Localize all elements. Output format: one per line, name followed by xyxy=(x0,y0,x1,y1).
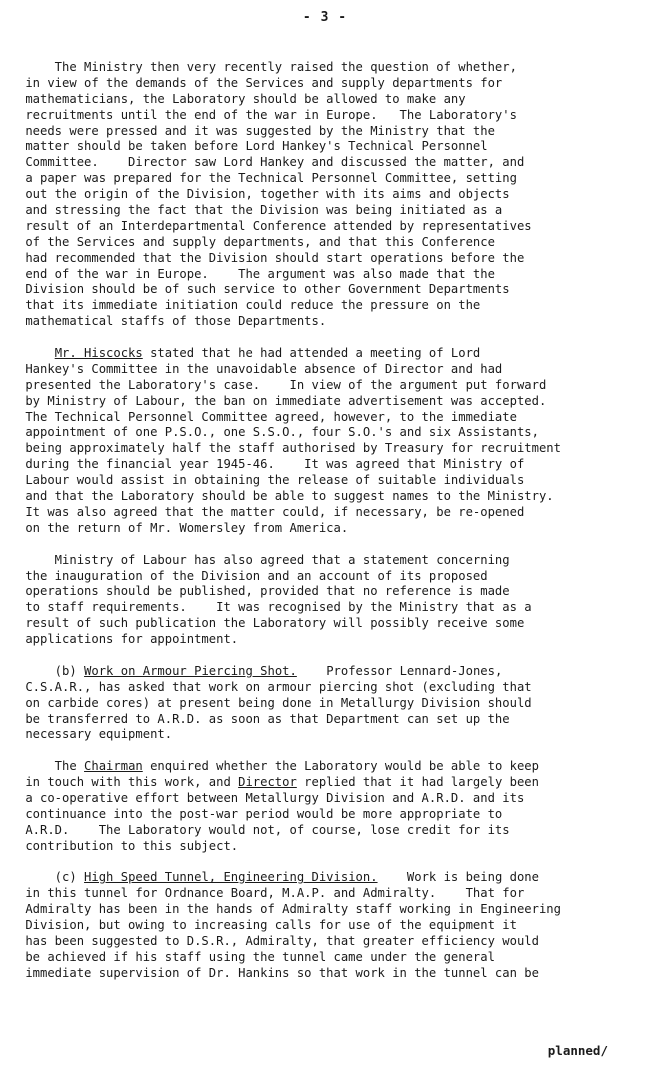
text-line: contribution to this subject. xyxy=(18,838,239,853)
text-line: presented the Laboratory's case. In view of the argument put forward xyxy=(18,377,547,392)
underlined-phrase: Director xyxy=(238,775,297,790)
text-line: during the financial year 1945-46. It was agreed that Ministry of xyxy=(18,457,525,472)
text-line: and that the Laboratory should be able to suggest names to the Ministry. xyxy=(18,489,554,504)
text-line: It was also agreed that the matter could, if necessary, be re-opened xyxy=(18,504,525,519)
text-line: Division should be of such service to other Government Departments xyxy=(18,282,510,297)
text-line: The Technical Personnel Committee agreed, however, to the immediate xyxy=(18,409,517,424)
paragraph-gap xyxy=(18,537,632,553)
text-line: immediate supervision of Dr. Hankins so that work in the tunnel can be xyxy=(18,965,539,980)
text-line: had recommended that the Division should start operations before the xyxy=(18,250,525,265)
text-line: a co-operative effort between Metallurgy Division and A.R.D. and its xyxy=(18,790,525,805)
text-line: and stressing the fact that the Division was being initiated as a xyxy=(18,203,503,218)
underlined-phrase: Work on Armour Piercing Shot. xyxy=(84,663,297,678)
text-line: recruitments until the end of the war in Europe. The Laboratory's xyxy=(18,107,517,122)
text-line: Admiralty has been in the hands of Admiralty staff working in Engineering xyxy=(18,902,561,917)
text-line: Ministry of Labour has also agreed that a statement concerning xyxy=(18,552,510,567)
text-line: has been suggested to D.S.R., Admiralty, that greater efficiency would xyxy=(18,933,539,948)
text-line: to staff requirements. It was recognised by the Ministry that as a xyxy=(18,600,532,615)
text-line: in view of the demands of the Services and supply departments for xyxy=(18,75,503,90)
underlined-phrase: Chairman xyxy=(84,759,143,774)
text-line: in this tunnel for Ordnance Board, M.A.P. and Admiralty. That for xyxy=(18,886,525,901)
text-line: end of the war in Europe. The argument was also made that the xyxy=(18,266,495,281)
text-line: needs were pressed and it was suggested by the Ministry that the xyxy=(18,123,495,138)
text-line: appointment of one P.S.O., one S.S.O., four S.O.'s and six Assistants, xyxy=(18,425,539,440)
text-line: result of such publication the Laboratory will possibly receive some xyxy=(18,616,525,631)
text-line: mathematical staffs of those Departments. xyxy=(18,314,327,329)
text-line: result of an Interdepartmental Conference attended by representatives xyxy=(18,218,532,233)
paragraph-gap xyxy=(18,743,632,759)
text-line: The Ministry then very recently raised the question of whether, xyxy=(18,60,517,74)
text-line: a paper was prepared for the Technical Personnel Committee, setting xyxy=(18,171,517,186)
text-line: on carbide cores) at present being done in Metallurgy Division should xyxy=(18,695,532,710)
text-line: necessary equipment. xyxy=(18,727,173,742)
text-line: Labour would assist in obtaining the release of suitable individuals xyxy=(18,473,525,488)
text-line: be achieved if his staff using the tunnel came under the general xyxy=(18,949,495,964)
text-line: C.S.A.R., has asked that work on armour piercing shot (excluding that xyxy=(18,679,532,694)
document-body xyxy=(18,60,632,982)
text-line: being approximately half the staff authorised by Treasury for recruitment xyxy=(18,441,561,456)
text-line: Hankey's Committee in the unavoidable absence of Director and had xyxy=(18,361,503,376)
text-line: Mr. Hiscocks stated that he had attended a meeting of Lord xyxy=(54,346,481,361)
text-line: that its immediate initiation could reduce the pressure on the xyxy=(18,298,481,313)
text-line: (b) Work on Armour Piercing Shot. Professor Lennard-Jones, xyxy=(18,663,503,678)
text-line: continuance into the post-war period would be more appropriate to xyxy=(18,806,503,821)
text-line: (c) High Speed Tunnel, Engineering Division. Work is being done xyxy=(18,870,539,885)
text-line: operations should be published, provided that no reference is made xyxy=(18,584,510,599)
text-line: Committee. Director saw Lord Hankey and discussed the matter, and xyxy=(18,155,525,170)
paragraph-gap xyxy=(18,330,632,346)
text-line: in touch with this work, and Director replied that it had largely been xyxy=(18,775,539,790)
catchword: planned/ xyxy=(547,1043,608,1058)
text-line: Division, but owing to increasing calls for use of the equipment it xyxy=(18,918,517,933)
text-line: of the Services and supply departments, and that this Conference xyxy=(18,234,495,249)
text-line: mathematicians, the Laboratory should be allowed to make any xyxy=(18,91,466,106)
text-line: be transferred to A.R.D. as soon as that Department can set up the xyxy=(18,711,510,726)
paragraph-gap xyxy=(18,648,632,664)
page-number: - 3 - xyxy=(302,10,348,25)
underlined-phrase: Mr. Hiscocks xyxy=(54,346,143,361)
text-line: by Ministry of Labour, the ban on immediate advertisement was accepted. xyxy=(18,393,547,408)
paragraph-gap xyxy=(18,855,632,871)
text-line: The Chairman enquired whether the Laboratory would be able to keep xyxy=(18,759,539,774)
text-line: applications for appointment. xyxy=(18,632,239,647)
text-line: out the origin of the Division, together with its aims and objects xyxy=(18,187,510,202)
text-line: on the return of Mr. Womersley from America. xyxy=(18,520,349,535)
underlined-phrase: High Speed Tunnel, Engineering Division. xyxy=(84,870,378,885)
text-line: A.R.D. The Laboratory would not, of course, lose credit for its xyxy=(18,822,510,837)
text-line: matter should be taken before Lord Hankey's Technical Personnel xyxy=(18,139,488,154)
text-line: the inauguration of the Division and an account of its proposed xyxy=(18,568,488,583)
